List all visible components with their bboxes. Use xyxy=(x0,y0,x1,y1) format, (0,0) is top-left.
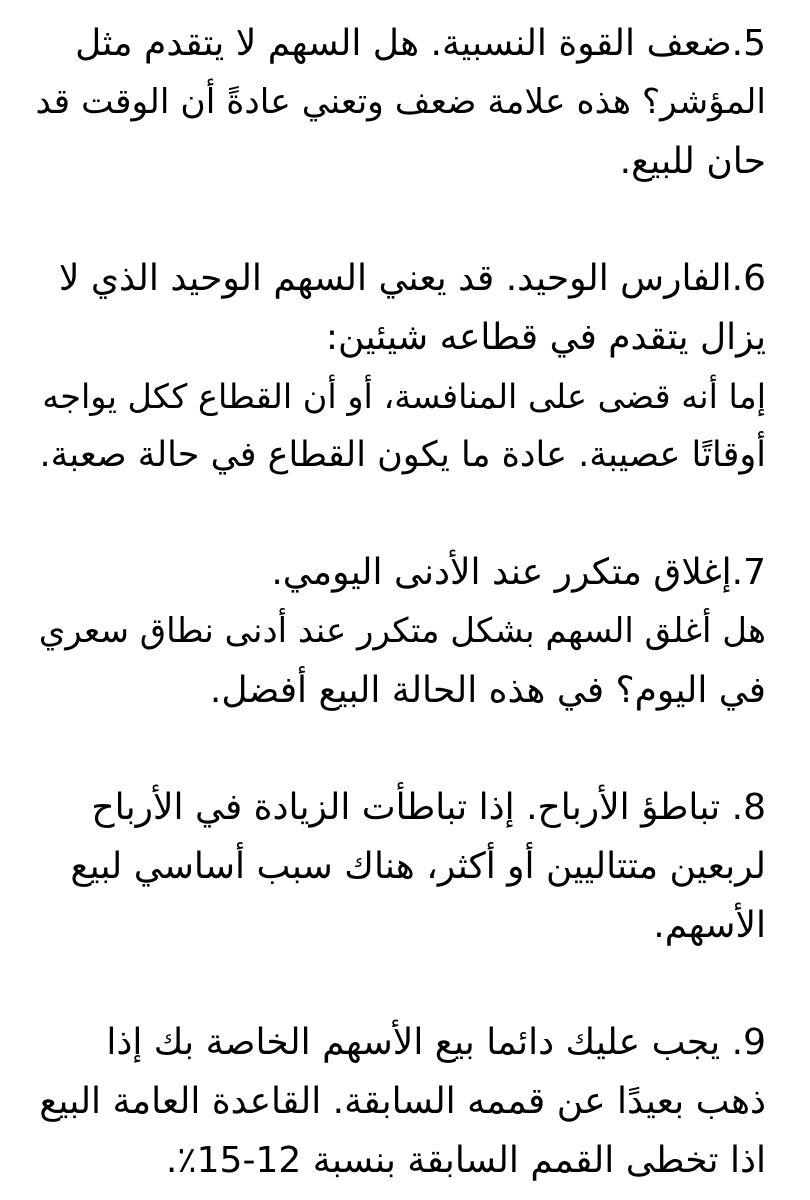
paragraph-gap xyxy=(34,720,766,778)
text-line: يزال يتقدم في قطاعه شيئين: xyxy=(325,317,766,358)
item-7-repeated-low-close xyxy=(34,543,766,720)
text-line: أوقاتًا عصيبة. عادة ما يكون القطاع في حالة صعبة. xyxy=(39,435,766,475)
item-6-lone-rider xyxy=(34,249,766,485)
paragraph-gap xyxy=(34,191,766,249)
text-line: ذهب بعيدًا عن قممه السابقة. القاعدة العامة البيع xyxy=(39,1081,766,1122)
text-line: 7.إغلاق متكرر عند الأدنى اليومي. xyxy=(271,552,766,593)
text-line: الأسهم. xyxy=(653,905,766,946)
item-5-relative-strength xyxy=(34,14,766,191)
text-line: 8. تباطؤ الأرباح. إذا تباطأت الزيادة في الأرباح xyxy=(91,787,766,828)
text-line: إما أنه قضى على المنافسة، أو أن القطاع ككل يواجه xyxy=(42,377,766,416)
text-line: 5.ضعف القوة النسبية. هل السهم لا يتقدم مثل xyxy=(75,23,766,64)
text-line: المؤشر؟ هذه علامة ضعف وتعني عادةً أن الوقت قد xyxy=(35,82,766,122)
paragraph-gap xyxy=(34,485,766,543)
item-8-earnings-slowdown xyxy=(34,778,766,955)
text-line: في اليوم؟ في هذه الحالة البيع أفضل. xyxy=(209,670,766,711)
text-line: 9. يجب عليك دائما بيع الأسهم الخاصة بك إذا xyxy=(106,1022,766,1063)
text-line: 6.الفارس الوحيد. قد يعني السهم الوحيد الذي لا xyxy=(58,258,766,299)
text-line: حان للبيع. xyxy=(619,141,766,182)
text-line: اذا تخطى القمم السابقة بنسبة 12-15٪. xyxy=(165,1140,766,1181)
paragraph-gap xyxy=(34,955,766,1013)
item-9-previous-highs xyxy=(34,1013,766,1190)
text-line: لربعين متتاليين أو أكثر، هناك سبب أساسي لبيع xyxy=(70,846,766,887)
text-line: هل أغلق السهم بشكل متكرر عند أدنى نطاق سعري xyxy=(38,611,766,651)
